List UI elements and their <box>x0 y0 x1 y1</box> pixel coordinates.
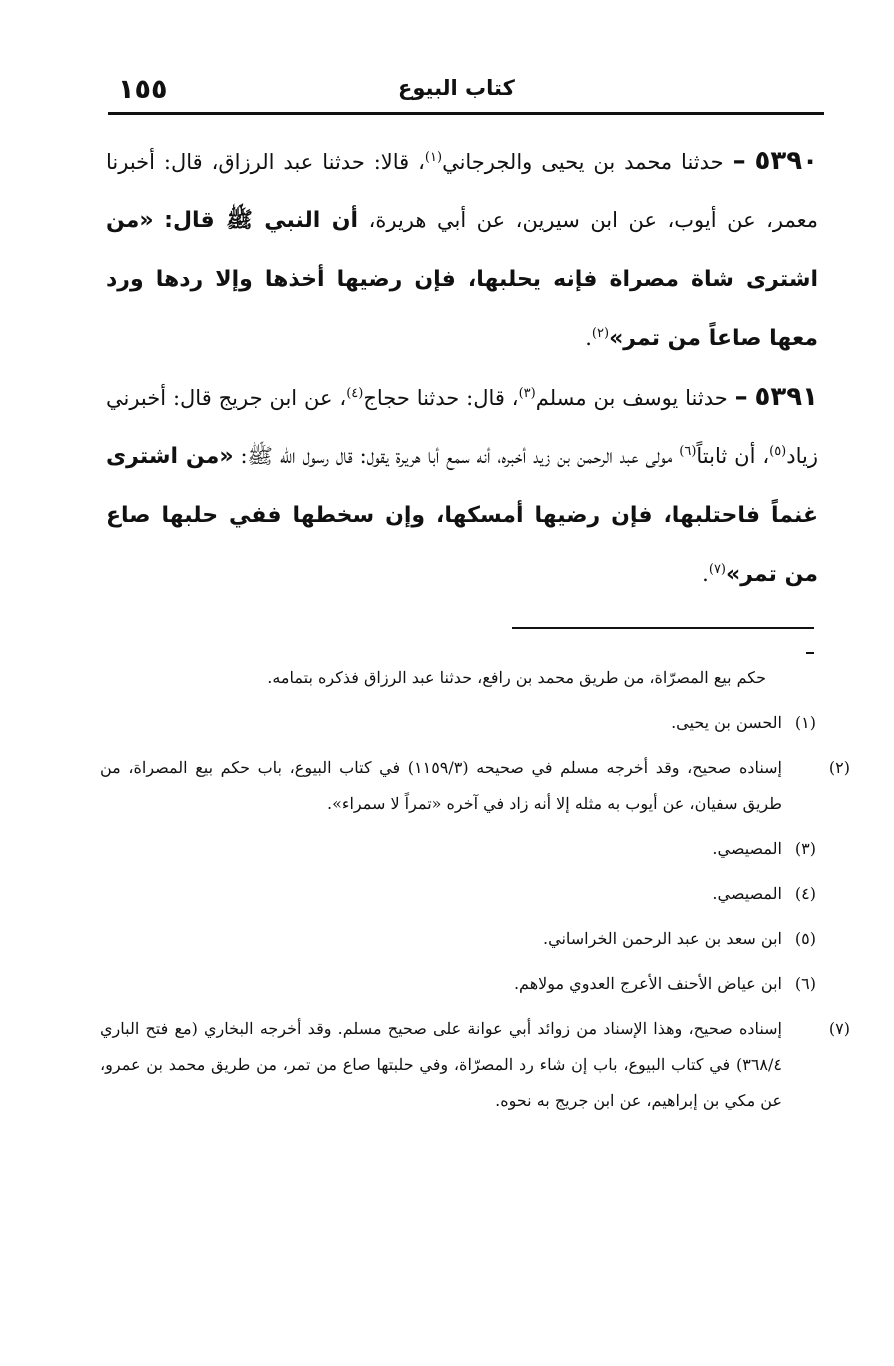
footnote-4 <box>100 876 816 912</box>
footnote-ref: (٢) <box>591 326 610 341</box>
footnote-text: المصيصي. <box>712 839 782 858</box>
footnote-text: ابن عياض الأحنف الأعرج العدوي مولاهم. <box>513 974 782 993</box>
footnote-ref: (٧) <box>708 562 726 577</box>
footnote-marker: (٣) <box>794 839 816 858</box>
footnote-text: ابن سعد بن عبد الرحمن الخراساني. <box>543 929 782 948</box>
continuation-mark <box>806 652 814 654</box>
footnote-ref: (١) <box>424 150 443 165</box>
hadith-matn: «من اشترى غنماً فاحتلبها، فإن رضيها أمسكها، وإن سخطها ففي حلبها صاع من تمر» <box>106 444 818 587</box>
hadith-dash: – <box>732 146 746 176</box>
page-header <box>108 70 824 116</box>
hadith-dash: – <box>734 382 748 412</box>
footnote-5 <box>100 921 816 957</box>
isnad-text: مولى عبد الرحمن بن زيد أخبره، أنه سمع أبا هريرة يقول: قال رسول الله ﷺ: <box>233 444 680 468</box>
footnote-separator <box>512 627 814 629</box>
isnad-text: ، قال: حدثنا حجاج <box>363 386 519 410</box>
hadith-matn: «من اشترى شاة مصراة فإنه يحلبها، فإن رضيها أخذها وإلا ردها ورد معها صاعاً من تمر» <box>106 208 818 351</box>
footnote-marker: (٢) <box>828 758 851 777</box>
isnad-text: حدثنا يوسف بن مسلم <box>535 386 728 410</box>
page-number: ١٥٥ <box>118 74 168 105</box>
footnote-text: إسناده صحيح، وقد أخرجه مسلم في صحيحه (١١٥٩/٣) في كتاب البيوع، باب حكم بيع المصراة، من طريق سفيان، عن أيوب به مثله إلا أنه زاد في آخره «تمراً لا سمراء». <box>100 758 783 813</box>
footnote-1 <box>100 705 816 741</box>
hadith-number: ٥٣٩١ <box>754 382 818 412</box>
footnote-ref: (٦) <box>679 444 697 459</box>
isnad-text: ، عن ابن جريج قال: أخبرني زياد <box>106 386 818 468</box>
footnote-3 <box>100 831 816 867</box>
hadith-5390 <box>106 132 818 368</box>
footnote-text: الحسن بن يحيى. <box>671 713 782 732</box>
hadith-number: ٥٣٩٠ <box>754 146 818 176</box>
footnote-continuation: حكم بيع المصرّاة، من طريق محمد بن رافع، حدثنا عبد الرزاق فذكره بتمامه. <box>267 668 766 687</box>
footnote-marker: (٤) <box>794 884 816 903</box>
main-text <box>106 132 818 604</box>
footnote-2 <box>100 750 851 822</box>
footnote-6 <box>100 966 816 1002</box>
footnote-marker: (٥) <box>794 929 816 948</box>
footnote-ref: (٥) <box>769 444 787 459</box>
footnote-marker: (٦) <box>794 974 816 993</box>
header-rule <box>108 112 824 115</box>
footnote-ref: (٤) <box>346 386 364 401</box>
end-mark: . <box>585 326 592 350</box>
isnad-text: حدثنا محمد بن يحيى والجرجاني <box>442 150 724 174</box>
footnote-text: إسناده صحيح، وهذا الإسناد من زوائد أبي عوانة على صحيح مسلم. وقد أخرجه البخاري (مع فتح الباري ٣٦٨/٤) في كتاب البيوع، باب إن شاء رد المصرّاة، وفي حلبتها صاع من تمر، من طريق محمد بن عمرو، عن مكي بن إبراهيم، عن ابن جريج به نحوه. <box>100 1019 782 1110</box>
footnote-7 <box>100 1011 850 1119</box>
footnote-ref: (٣) <box>518 386 536 401</box>
running-title: كتاب البيوع <box>398 76 515 100</box>
isnad-text: ، قالا: حدثنا عبد الرزاق، قال: أخبرنا معمر، عن أيوب، عن ابن سيرين، عن أبي هريرة، <box>106 150 818 232</box>
footnote-text: المصيصي. <box>712 884 782 903</box>
footnote-marker: (٧) <box>828 1019 850 1038</box>
end-mark: . <box>702 562 709 586</box>
footnotes <box>100 660 851 1128</box>
footnote-marker: (١) <box>794 713 816 732</box>
bold-attribution: أن النبي ﷺ قال: <box>164 208 359 233</box>
isnad-text: ، أن ثابتاً <box>696 444 770 468</box>
hadith-5391 <box>106 368 818 604</box>
